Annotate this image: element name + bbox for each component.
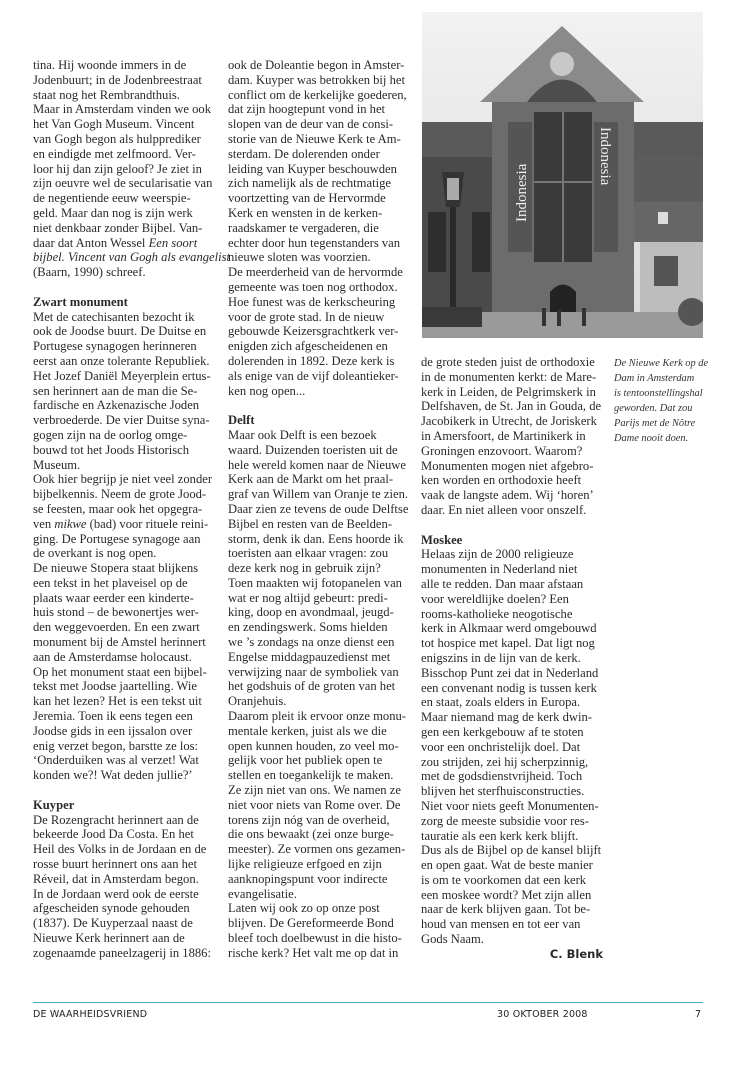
text-line: Hoe funest was de kerkscheuring: [228, 294, 396, 309]
text-line: zorg de meeste subsidie voor res-: [421, 813, 589, 828]
text-line: Het Jozef Daniël Meyerplein ertus-: [33, 368, 211, 383]
text-line: vaak de langste adem. Wij ‘horen’: [421, 488, 594, 503]
paragraph-gap: [421, 518, 607, 533]
text-line: loor hij dan zijn geloof? Je ziet in: [33, 161, 202, 176]
text-line: torens zijn nóg van de overheid,: [228, 812, 390, 827]
text-line: (Baarn, 1990) schreef.: [33, 265, 146, 280]
text-line: nieuwe sloten was voorzien.: [228, 250, 371, 265]
caption-line: Dame nooit doen.: [614, 433, 689, 444]
text-line: (1837). De Kuyperzaal naast de: [33, 916, 193, 931]
text-line: Jodenbuurt; in de Jodenbreestraat: [33, 72, 202, 87]
text-line: verwijzing naar de symboliek van: [228, 664, 399, 679]
banner-left-text: Indonesia: [514, 163, 530, 222]
paragraph: [228, 709, 414, 901]
text-line: eerst aan onze tolerante Republiek.: [33, 353, 210, 368]
text-line: zijn oeuvre wel de secularisatie van: [33, 176, 213, 191]
text-line: in Amersfoort, de Martinikerk in: [421, 428, 586, 443]
text-line: zou strijden, zei hij scherpzinnig,: [421, 754, 589, 769]
text-line: voor een onchristelijk doel. Dat: [421, 739, 581, 754]
text-line: bijbelkennis. Neem de grote Jood-: [33, 487, 207, 502]
paragraph: [421, 355, 607, 518]
text-line: Maar ook Delft is een bezoek: [228, 427, 377, 442]
text-line: Oranjehuis.: [228, 694, 287, 709]
paragraph: [33, 813, 219, 961]
text-line: een moskee wordt? Met zijn allen: [421, 887, 592, 902]
text-line: zogenaamde paneelzagerij in 1886:: [33, 945, 211, 960]
text-line: de negentiende eeuw weerspie-: [33, 191, 191, 206]
text-line: Kerk aan de Markt om het praal-: [228, 472, 394, 487]
text-line: blijven. De Gereformeerde Bond: [228, 916, 394, 931]
text-line: houd van mensen en tot eer van: [421, 917, 581, 932]
text-line: Gods Naam.: [421, 932, 484, 947]
paragraph-gap: [33, 783, 219, 798]
text-line: Nieuwe Kerk herinnert aan de: [33, 931, 185, 946]
article-column-3: [421, 355, 607, 962]
text-line: een tekst in het plaveisel op de: [33, 575, 188, 590]
text-line: tina. Hij woonde immers in de: [33, 58, 187, 72]
text-line: dat zijn hoogtepunt vond in het: [228, 102, 386, 117]
text-line: Portugese synagogen herinneren: [33, 339, 197, 354]
text-line: hele wereld komen naar de Nieuwe: [228, 457, 406, 472]
text-line: sen herinnert aan de man die Se-: [33, 383, 198, 398]
text-line: wat er nog altijd gebeurt: predi-: [228, 590, 388, 605]
text-line: Bijbel en resten van de Beelden-: [228, 516, 393, 531]
footer-date: 30 OKTOBER 2008: [497, 1009, 588, 1020]
footer-page-number: 7: [695, 1009, 702, 1020]
text-line: Bisschop Punt zei dat in Nederland: [421, 665, 599, 680]
text-line: Toen maakten wij fotopanelen van: [228, 575, 402, 590]
paragraph-gap: [228, 398, 414, 413]
text-line: graf van Willem van Oranje te zien.: [228, 487, 409, 502]
text-line: tauratie als een kerk kerk blijft.: [421, 828, 579, 843]
text-line: Maar niemand mag de kerk dwin-: [421, 710, 593, 725]
section-heading: Kuyper: [33, 797, 75, 812]
text-line: voortzetting van de Hervormde: [228, 191, 386, 206]
section-heading: Delft: [228, 413, 255, 428]
paragraph: [421, 547, 607, 947]
text-line: deze kerk nog in gebruik zijn?: [228, 561, 381, 576]
text-line: bekeerde Jood Da Costa. En het: [33, 827, 194, 842]
text-line: [33, 517, 219, 532]
text-line: Ook hier begrijp je niet veel zonder: [33, 472, 213, 487]
text-line: sterdam. De dolerenden onder: [228, 146, 380, 161]
text-line: daar. En niet alleen voor onszelf.: [421, 502, 587, 517]
text-line: Daar zien ze tevens de oude Delftse: [228, 501, 409, 516]
section-heading: Moskee: [421, 532, 463, 547]
text-line: storm, denk ik dan. Eens hoorde ik: [228, 531, 404, 546]
text-line: konden we?! Wat deden jullie?’: [33, 768, 193, 783]
text-line: geld. Maar dan nog is zijn werk: [33, 205, 193, 220]
text-line: raadskamer te vergaderen, die: [228, 220, 379, 235]
text-line: Delfshaven, de St. Jan in Gouda, de: [421, 399, 602, 414]
text-line: die ons bewaakt (zei onze burge-: [228, 827, 394, 842]
text-line: Op het monument staat een bijbel-: [33, 664, 207, 679]
text-line: niet denkbaar zonder Bijbel. Van-: [33, 220, 203, 235]
footer-publication: DE WAARHEIDSVRIEND: [33, 1009, 148, 1020]
text-line: de grote steden juist de orthodoxie: [421, 355, 595, 369]
paragraph: [228, 428, 414, 709]
text-line: is om te voorkomen dat een kerk: [421, 872, 587, 887]
text-line: ken nog open...: [228, 383, 306, 398]
text-line: monument bij de Amstel herinnert: [33, 635, 206, 650]
text-line: storie van de Nieuwe Kerk te Am-: [228, 131, 401, 146]
caption-line: is tentoonstellingshal: [614, 388, 703, 399]
caption-line: De Nieuwe Kerk op de: [614, 358, 709, 369]
text-line: bouwd tot het Joods Historisch: [33, 442, 190, 457]
text-line: waard. Duizenden toeristen uit de: [228, 442, 398, 457]
text-line: monumenten in Nederland niet: [421, 562, 578, 577]
text-line: enigszins in de lijn van de kerk.: [421, 650, 581, 665]
text-line: Engelse middagpauzedienst met: [228, 649, 391, 664]
text-line: De Rozengracht herinnert aan de: [33, 812, 199, 827]
text-line: kan het lezen? Het is een tekst uit: [33, 694, 202, 709]
text-line: De meerderheid van de hervormde: [228, 265, 403, 280]
paragraph-gap: [33, 280, 219, 295]
text-line: Kerk en wensten in de kerken-: [228, 205, 383, 220]
text-line: slopen van de deur van de consi-: [228, 117, 394, 132]
text-line: we ’s zondags na onze dienst een: [228, 635, 395, 650]
text-line: naar de kerk blijven gaan. Tot be-: [421, 902, 591, 917]
text-line: rooms-katholieke neogotische: [421, 606, 573, 621]
text-line: ging. De Portugese synagoge aan: [33, 531, 201, 546]
text-line: Niet voor niets geeft Monumenten-: [421, 798, 599, 813]
text-line: [33, 236, 219, 251]
paragraph: [228, 265, 414, 398]
text-line: toeristen aan elkaar vragen: zou: [228, 546, 389, 561]
text-line: Met de catechisanten bezocht ik: [33, 309, 195, 324]
text-line: de overkant is nog open.: [33, 546, 157, 561]
text-line: leiding van Kuyper beschouwden: [228, 161, 397, 176]
text-line: tot hospice met kapel. Dat ligt nog: [421, 636, 595, 651]
text-line: blijven het sterfhuisconstructies.: [421, 784, 585, 799]
paragraph: [33, 561, 219, 783]
text-line: Laten wij ook zo op onze post: [228, 901, 380, 916]
text-line: rische kerk? Het valt me op dat in: [228, 945, 399, 960]
text-line: niet voor niets van Rome over. De: [228, 797, 401, 812]
text-line: Groningen enzovoort. Waarom?: [421, 443, 583, 458]
italic-title-text: Een soort: [148, 235, 198, 250]
text-line: plaats waar eerder een kinderte-: [33, 590, 194, 605]
text-line: open kunnen houden, zo veel mo-: [228, 738, 399, 753]
text-line: mentale kerken, juist als we die: [228, 723, 387, 738]
text-line: Museum.: [33, 457, 81, 472]
section-heading: Zwart monument: [33, 294, 128, 309]
text-line: [33, 250, 231, 265]
text-line: Daarom pleit ik ervoor onze monu-: [228, 709, 407, 724]
text-line: en eindigde met zelfmoord. Ver-: [33, 146, 196, 161]
church-photo: [422, 12, 703, 338]
text-line: meester). Ze vormen ons gezamen-: [228, 842, 406, 857]
paragraph: [33, 58, 231, 280]
text-line: gogen zijn na de oorlog omge-: [33, 427, 188, 442]
caption-line: Parijs met de Nôtre: [614, 418, 696, 429]
text-line: enig verzet begon, barstte ze los:: [33, 738, 199, 753]
text-line: king, doop en avondmaal, jeugd-: [228, 605, 394, 620]
italic-title-text: bijbel. Vincent van Gogh als evangelist: [33, 250, 231, 265]
article-column-2: [228, 58, 414, 961]
text-line: In de Jordaan werd ook de eerste: [33, 886, 199, 901]
caption-line: geworden. Dat zou: [614, 403, 693, 414]
caption-line: Dam in Amsterdam: [614, 373, 695, 384]
text-line: met de godsdienstvrijheid. Toch: [421, 769, 583, 784]
text-line: Monumenten mogen niet afgebro-: [421, 458, 594, 473]
text-line: Joodse gids in een ijssalon over: [33, 723, 193, 738]
text-line: gelijk voor het publiek open te: [228, 753, 383, 768]
text-line: dam. Kuyper was betrokken bij het: [228, 72, 405, 87]
text-line: tekst met Joodse jaartelling. Wie: [33, 679, 197, 694]
paragraph: [33, 310, 219, 473]
text-line: huis stond – de bewonertjes wer-: [33, 605, 199, 620]
photo-caption: [614, 356, 714, 446]
text-line: Helaas zijn de 2000 religieuze: [421, 547, 574, 562]
text-line: kerk in Leiden, de Pelgrimskerk in: [421, 384, 596, 399]
text-line: verbroederde. De vier Duitse syna-: [33, 413, 210, 428]
text-line: Jeremia. Toen ik eens tegen een: [33, 709, 193, 724]
text-line: Dus als de Bijbel op de kansel blijft: [421, 843, 602, 858]
text-line: als enige van de vijf doleantieker-: [228, 368, 399, 383]
text-line: het Van Gogh Museum. Vincent: [33, 117, 195, 132]
text-line: en staat, zoals elders in Europa.: [421, 695, 581, 710]
footer-rule: [33, 1002, 703, 1003]
text-line: bleef toch doelbewust in die histo-: [228, 931, 402, 946]
text-line: fardische en Azkenazische Joden: [33, 398, 200, 413]
text-line: se feesten, maar ook het opgegra-: [33, 501, 203, 516]
text-line: gen een kerkgebouw af te stoten: [421, 724, 584, 739]
text-line: gebouwde Keizersgrachtkerk ver-: [228, 324, 399, 339]
text-line: voor wereldlijke doelen? Een: [421, 591, 569, 606]
text-line: ook de Doleantie begon in Amster-: [228, 58, 405, 72]
text-line: van Gogh begon als hulpprediker: [33, 131, 201, 146]
text-line: afgescheiden synode gehouden: [33, 901, 190, 916]
text-line: staat nog het Rembrandthuis.: [33, 87, 180, 102]
text-line: enigden zich afgescheidenen en: [228, 339, 388, 354]
text-line: Heil des Volks in de Jordaan en de: [33, 842, 207, 857]
nieuwe-kerk-image: [422, 12, 703, 338]
text-line: een convenant nodig is tussen kerk: [421, 680, 597, 695]
text-line: kerk in Alkmaar werd omgebouwd: [421, 621, 597, 636]
text-line: aanknopingspunt voor indirecte: [228, 871, 388, 886]
text-line: conflict om de kerkelijke goederen,: [228, 87, 407, 102]
text-line: Réveil, dat in Amsterdam begon.: [33, 871, 199, 886]
author-signature: C. Blenk: [549, 946, 603, 961]
text-segment: ven: [33, 516, 55, 531]
text-line: ‘Onderduiken was al verzet! Wat: [33, 753, 199, 768]
text-line: ken worden en orthodoxie heeft: [421, 473, 582, 488]
text-line: aan de Amsterdamse holocaust.: [33, 649, 192, 664]
text-line: Maar in Amsterdam vinden we ook: [33, 102, 212, 117]
text-line: stellen en toegankelijk te maken.: [228, 768, 394, 783]
paragraph: [228, 901, 414, 960]
text-line: Ze zijn niet van ons. We namen ze: [228, 783, 401, 798]
paragraph: [33, 472, 219, 561]
text-segment: daar dat Anton Wessel: [33, 235, 149, 250]
text-line: dolerenden in 1892. Deze kerk is: [228, 353, 395, 368]
text-line: voor de grote stad. In de nieuw: [228, 309, 385, 324]
text-line: alle te redden. Dan maar afstaan: [421, 576, 584, 591]
text-line: echter door hun tegenstanders van: [228, 235, 401, 250]
italic-title-text: mikwe: [54, 516, 87, 531]
text-segment: (bad) voor rituele reini-: [86, 516, 209, 531]
banner-right-text: Indonesia: [597, 127, 613, 186]
text-line: en zendingswerk. Soms hielden: [228, 620, 388, 635]
text-line: den weggevoerden. En een zwart: [33, 620, 200, 635]
paragraph: [228, 58, 414, 265]
text-line: evangelisatie.: [228, 886, 297, 901]
text-line: gemeente was toen nog orthodox.: [228, 279, 398, 294]
text-line: De nieuwe Stopera staat blijkens: [33, 561, 199, 576]
text-line: het godshuis of de groten van het: [228, 679, 396, 694]
text-line: Jacobikerk in Utrecht, de Joriskerk: [421, 414, 597, 429]
text-line: ook de Joodse buurt. De Duitse en: [33, 324, 207, 339]
text-line: zich namelijk als de rechtmatige: [228, 176, 391, 191]
article-column-1: [33, 58, 231, 961]
text-line: en open gaat. Wat de beste manier: [421, 858, 593, 873]
text-line: lijke religieuze erfgoed en zijn: [228, 857, 382, 872]
text-line: in de monumenten kerkt: de Mare-: [421, 369, 597, 384]
text-line: rosse buurt herinnert ons aan het: [33, 857, 198, 872]
